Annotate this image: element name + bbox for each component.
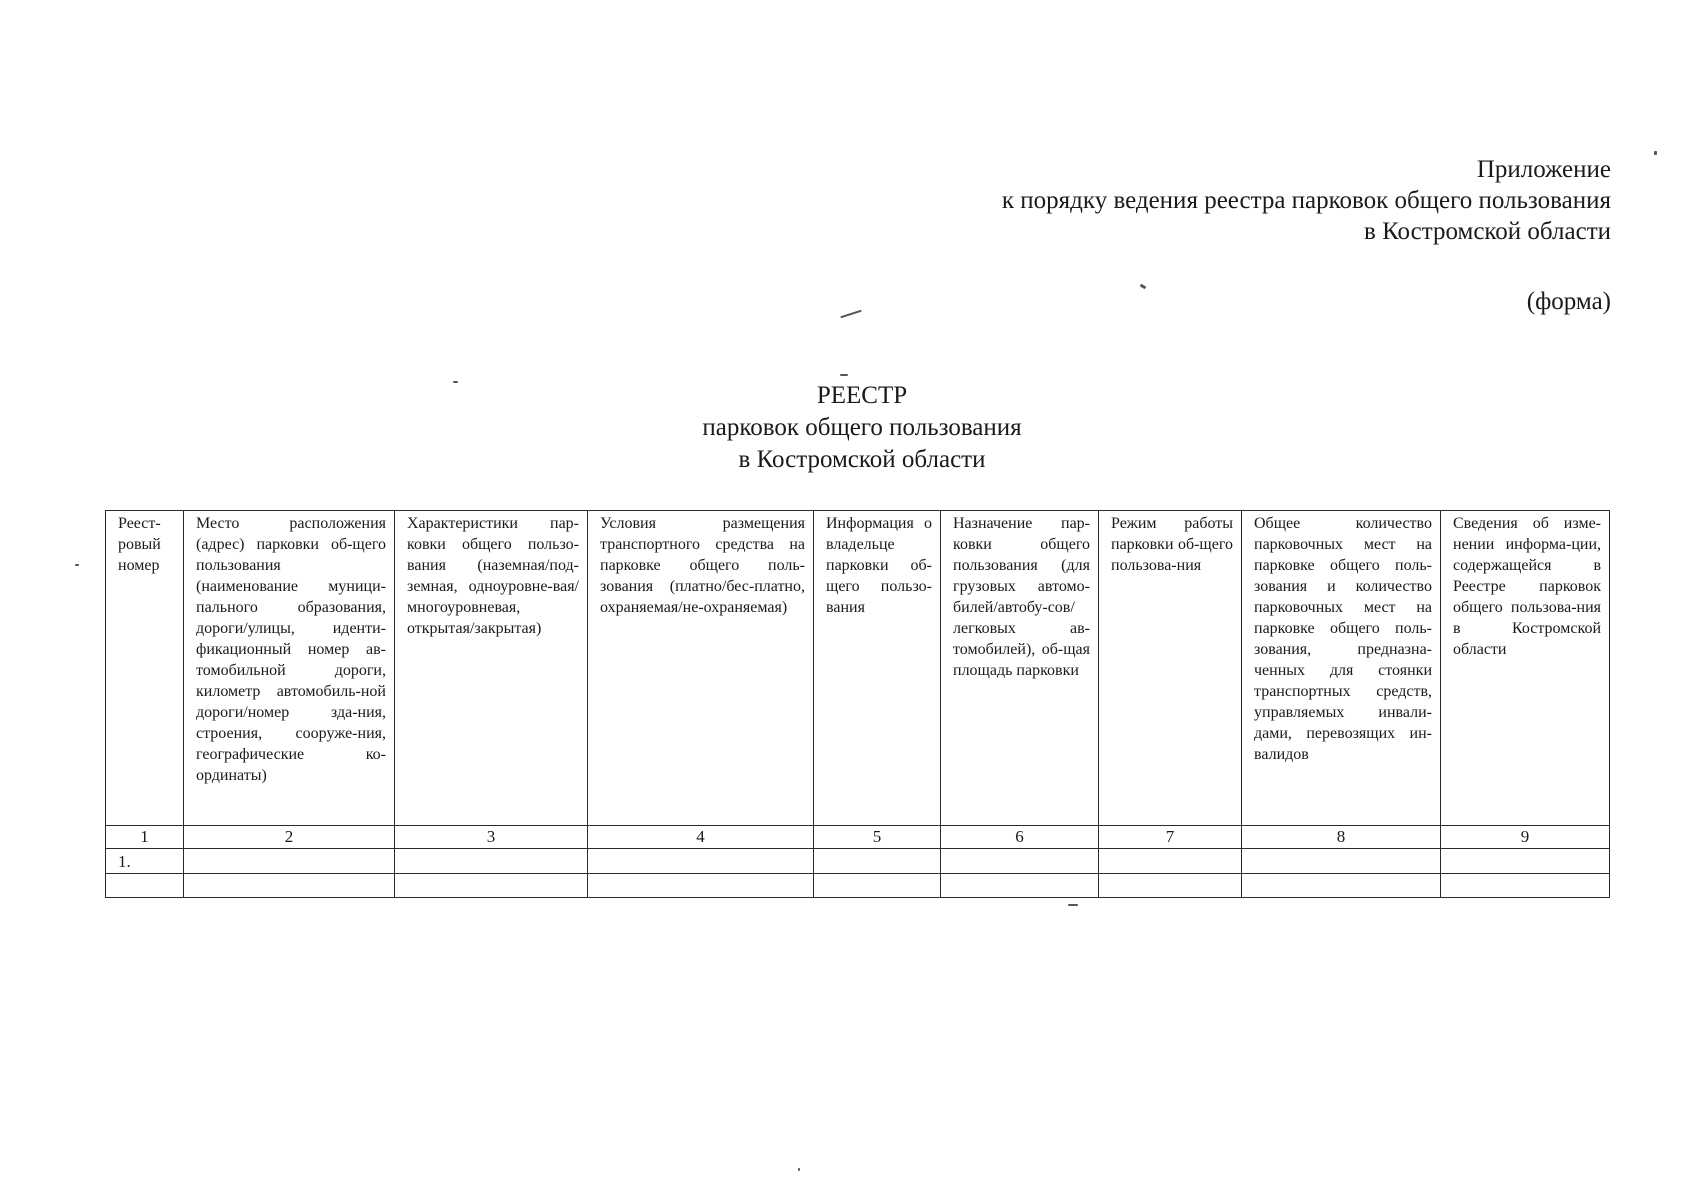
scan-speck [1654, 151, 1657, 155]
title-registry: РЕЕСТР [816, 382, 908, 409]
table-cell [1242, 849, 1441, 874]
appendix-title: Приложение [1476, 156, 1611, 183]
table-cell [106, 874, 184, 898]
table-cell [184, 849, 395, 874]
table-cell [184, 874, 395, 898]
title-subject: парковок общего пользования [702, 414, 1022, 441]
appendix-block [1002, 154, 1611, 247]
column-number: 3 [395, 826, 588, 849]
column-number-row [106, 826, 1610, 849]
table-cell [1242, 874, 1441, 898]
table-cell [395, 849, 588, 874]
header-cell-owner: Информация о владельце парковки об-щего пользо-вания [814, 511, 941, 826]
table-cell [941, 849, 1099, 874]
scan-speck [1140, 284, 1147, 290]
header-cell-schedule: Режим работы парковки об-щего пользова-ния [1099, 511, 1242, 826]
table-cell [588, 849, 814, 874]
header-cell-characteristics: Характеристики пар-ковки общего пользо-вания (наземная/под-земная, одноуровне-вая/многоуровневая, открытая/закрытая) [395, 511, 588, 826]
column-number: 6 [941, 826, 1099, 849]
header-cell-location: Место расположения (адрес) парковки об-щего пользования (наименование муници-пального образования, дороги/улицы, иденти-фикационный номер ав-томобильной дороги, километр автомобиль-ной дороги/номер зда-ния, строения, сооруже-ния, географические ко-ординаты) [184, 511, 395, 826]
table-cell [814, 849, 941, 874]
scan-speck [453, 381, 458, 383]
header-cell-changes: Сведения об изме-нении информа-ции, содержащейся в Реестре парковок общего пользова-ния в Костромской области [1441, 511, 1610, 826]
table-cell [1441, 849, 1610, 874]
table-row [106, 849, 1610, 874]
form-label: (форма) [1526, 288, 1611, 315]
header-cell-purpose: Назначение пар-ковки общего пользования (для грузовых автомо-билей/автобу-сов/легковых ав-томобилей), об-щая площадь парковки [941, 511, 1099, 826]
column-number: 2 [184, 826, 395, 849]
column-number: 9 [1441, 826, 1610, 849]
table-cell [395, 874, 588, 898]
column-number: 8 [1242, 826, 1441, 849]
scan-speck [840, 310, 862, 319]
table-cell [1099, 849, 1242, 874]
table-cell [941, 874, 1099, 898]
document-title [0, 380, 1697, 476]
scan-speck [840, 374, 848, 376]
header-cell-registry-number: Реест-ровый номер [106, 511, 184, 826]
appendix-region: в Костромской области [1364, 218, 1611, 245]
column-number: 1 [106, 826, 184, 849]
title-region: в Костромской области [738, 446, 986, 473]
column-number: 7 [1099, 826, 1242, 849]
table-row [106, 874, 1610, 898]
scan-speck [798, 1168, 800, 1171]
registry-table [105, 510, 1610, 898]
column-number: 5 [814, 826, 941, 849]
header-cell-conditions: Условия размещения транспортного средства на парковке общего поль-зования (платно/бес-платно, охраняемая/не-охраняемая) [588, 511, 814, 826]
header-row [106, 511, 1610, 826]
row-number: 1. [106, 849, 184, 874]
appendix-reference: к порядку ведения реестра парковок общего пользования [1001, 187, 1611, 214]
table-cell [588, 874, 814, 898]
column-number: 4 [588, 826, 814, 849]
table-cell [1099, 874, 1242, 898]
table-cell [814, 874, 941, 898]
scan-speck [75, 564, 79, 566]
table-cell [1441, 874, 1610, 898]
scan-speck [1068, 904, 1078, 906]
header-cell-spaces: Общее количество парковочных мест на парковке общего поль-зования и количество парковочных мест на парковке общего поль-зования, предназна-ченных для стоянки транспортных средств, управляемых инвали-дами, перевозящих ин-валидов [1242, 511, 1441, 826]
